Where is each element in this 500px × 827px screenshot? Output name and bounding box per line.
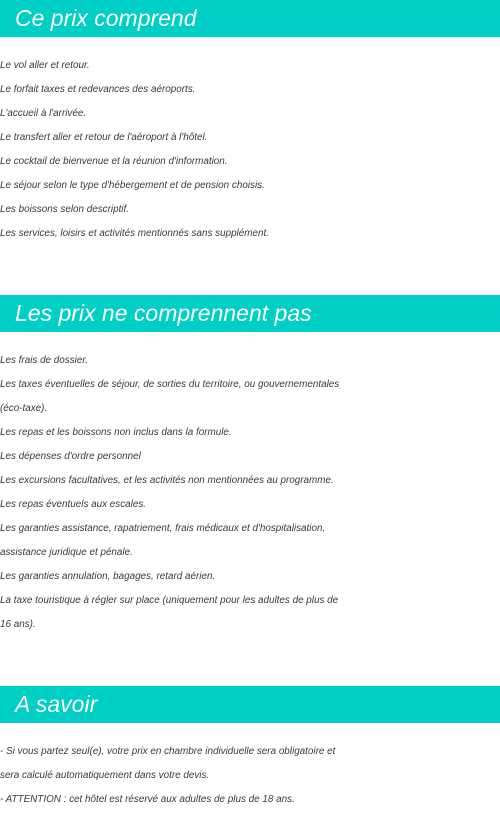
list-item: Le forfait taxes et redevances des aéroports. — [0, 84, 196, 95]
list-item: Les repas éventuels aux escales. — [0, 499, 147, 510]
list-item: - Si vous partez seul(e), votre prix en chambre individuelle sera obligatoire et — [0, 746, 336, 757]
list-item: Les boissons selon descriptif. — [0, 204, 129, 215]
section-included — [0, 0, 500, 246]
section-good-to-know — [0, 686, 500, 812]
list-item: Le cocktail de bienvenue et la réunion d'information. — [0, 156, 228, 167]
list-item: Les services, loisirs et activités mentionnés sans supplément. — [0, 228, 269, 239]
section-not-included — [0, 295, 500, 637]
section-body — [0, 332, 500, 637]
list-item: Les repas et les boissons non inclus dans la formule. — [0, 427, 232, 438]
list-item: assistance juridique et pénale. — [0, 547, 133, 558]
list-item: sera calculé automatiquement dans votre devis. — [0, 770, 210, 781]
section-title: A savoir — [15, 691, 98, 717]
section-body — [0, 723, 500, 812]
list-item: Les frais de dossier. — [0, 355, 89, 366]
list-item: L'accueil à l'arrivée. — [0, 108, 87, 119]
list-item: Les excursions facultatives, et les activités non mentionnées au programme. — [0, 475, 334, 486]
list-item: 16 ans). — [0, 619, 36, 630]
section-title: Les prix ne comprennent pas — [15, 300, 312, 326]
section-title: Ce prix comprend — [15, 5, 197, 31]
list-item: La taxe touristique à régler sur place (uniquement pour les adultes de plus de — [0, 595, 339, 606]
section-header — [0, 686, 500, 723]
list-item: Les taxes éventuelles de séjour, de sorties du territoire, ou gouvernementales — [0, 379, 340, 390]
section-header — [0, 295, 500, 332]
list-item: - ATTENTION : cet hôtel est réservé aux adultes de plus de 18 ans. — [0, 794, 295, 805]
list-item: Le vol aller et retour. — [0, 60, 90, 71]
section-header — [0, 0, 500, 37]
list-item: Les garanties assistance, rapatriement, frais médicaux et d'hospitalisation, — [0, 523, 326, 534]
section-body — [0, 37, 500, 246]
list-item: Les garanties annulation, bagages, retard aérien. — [0, 571, 216, 582]
list-item: Le séjour selon le type d'hébergement et de pension choisis. — [0, 180, 265, 191]
list-item: (éco-taxe). — [0, 403, 48, 414]
list-item: Le transfert aller et retour de l'aéroport à l'hôtel. — [0, 132, 208, 143]
list-item: Les dépenses d'ordre personnel — [0, 451, 141, 462]
